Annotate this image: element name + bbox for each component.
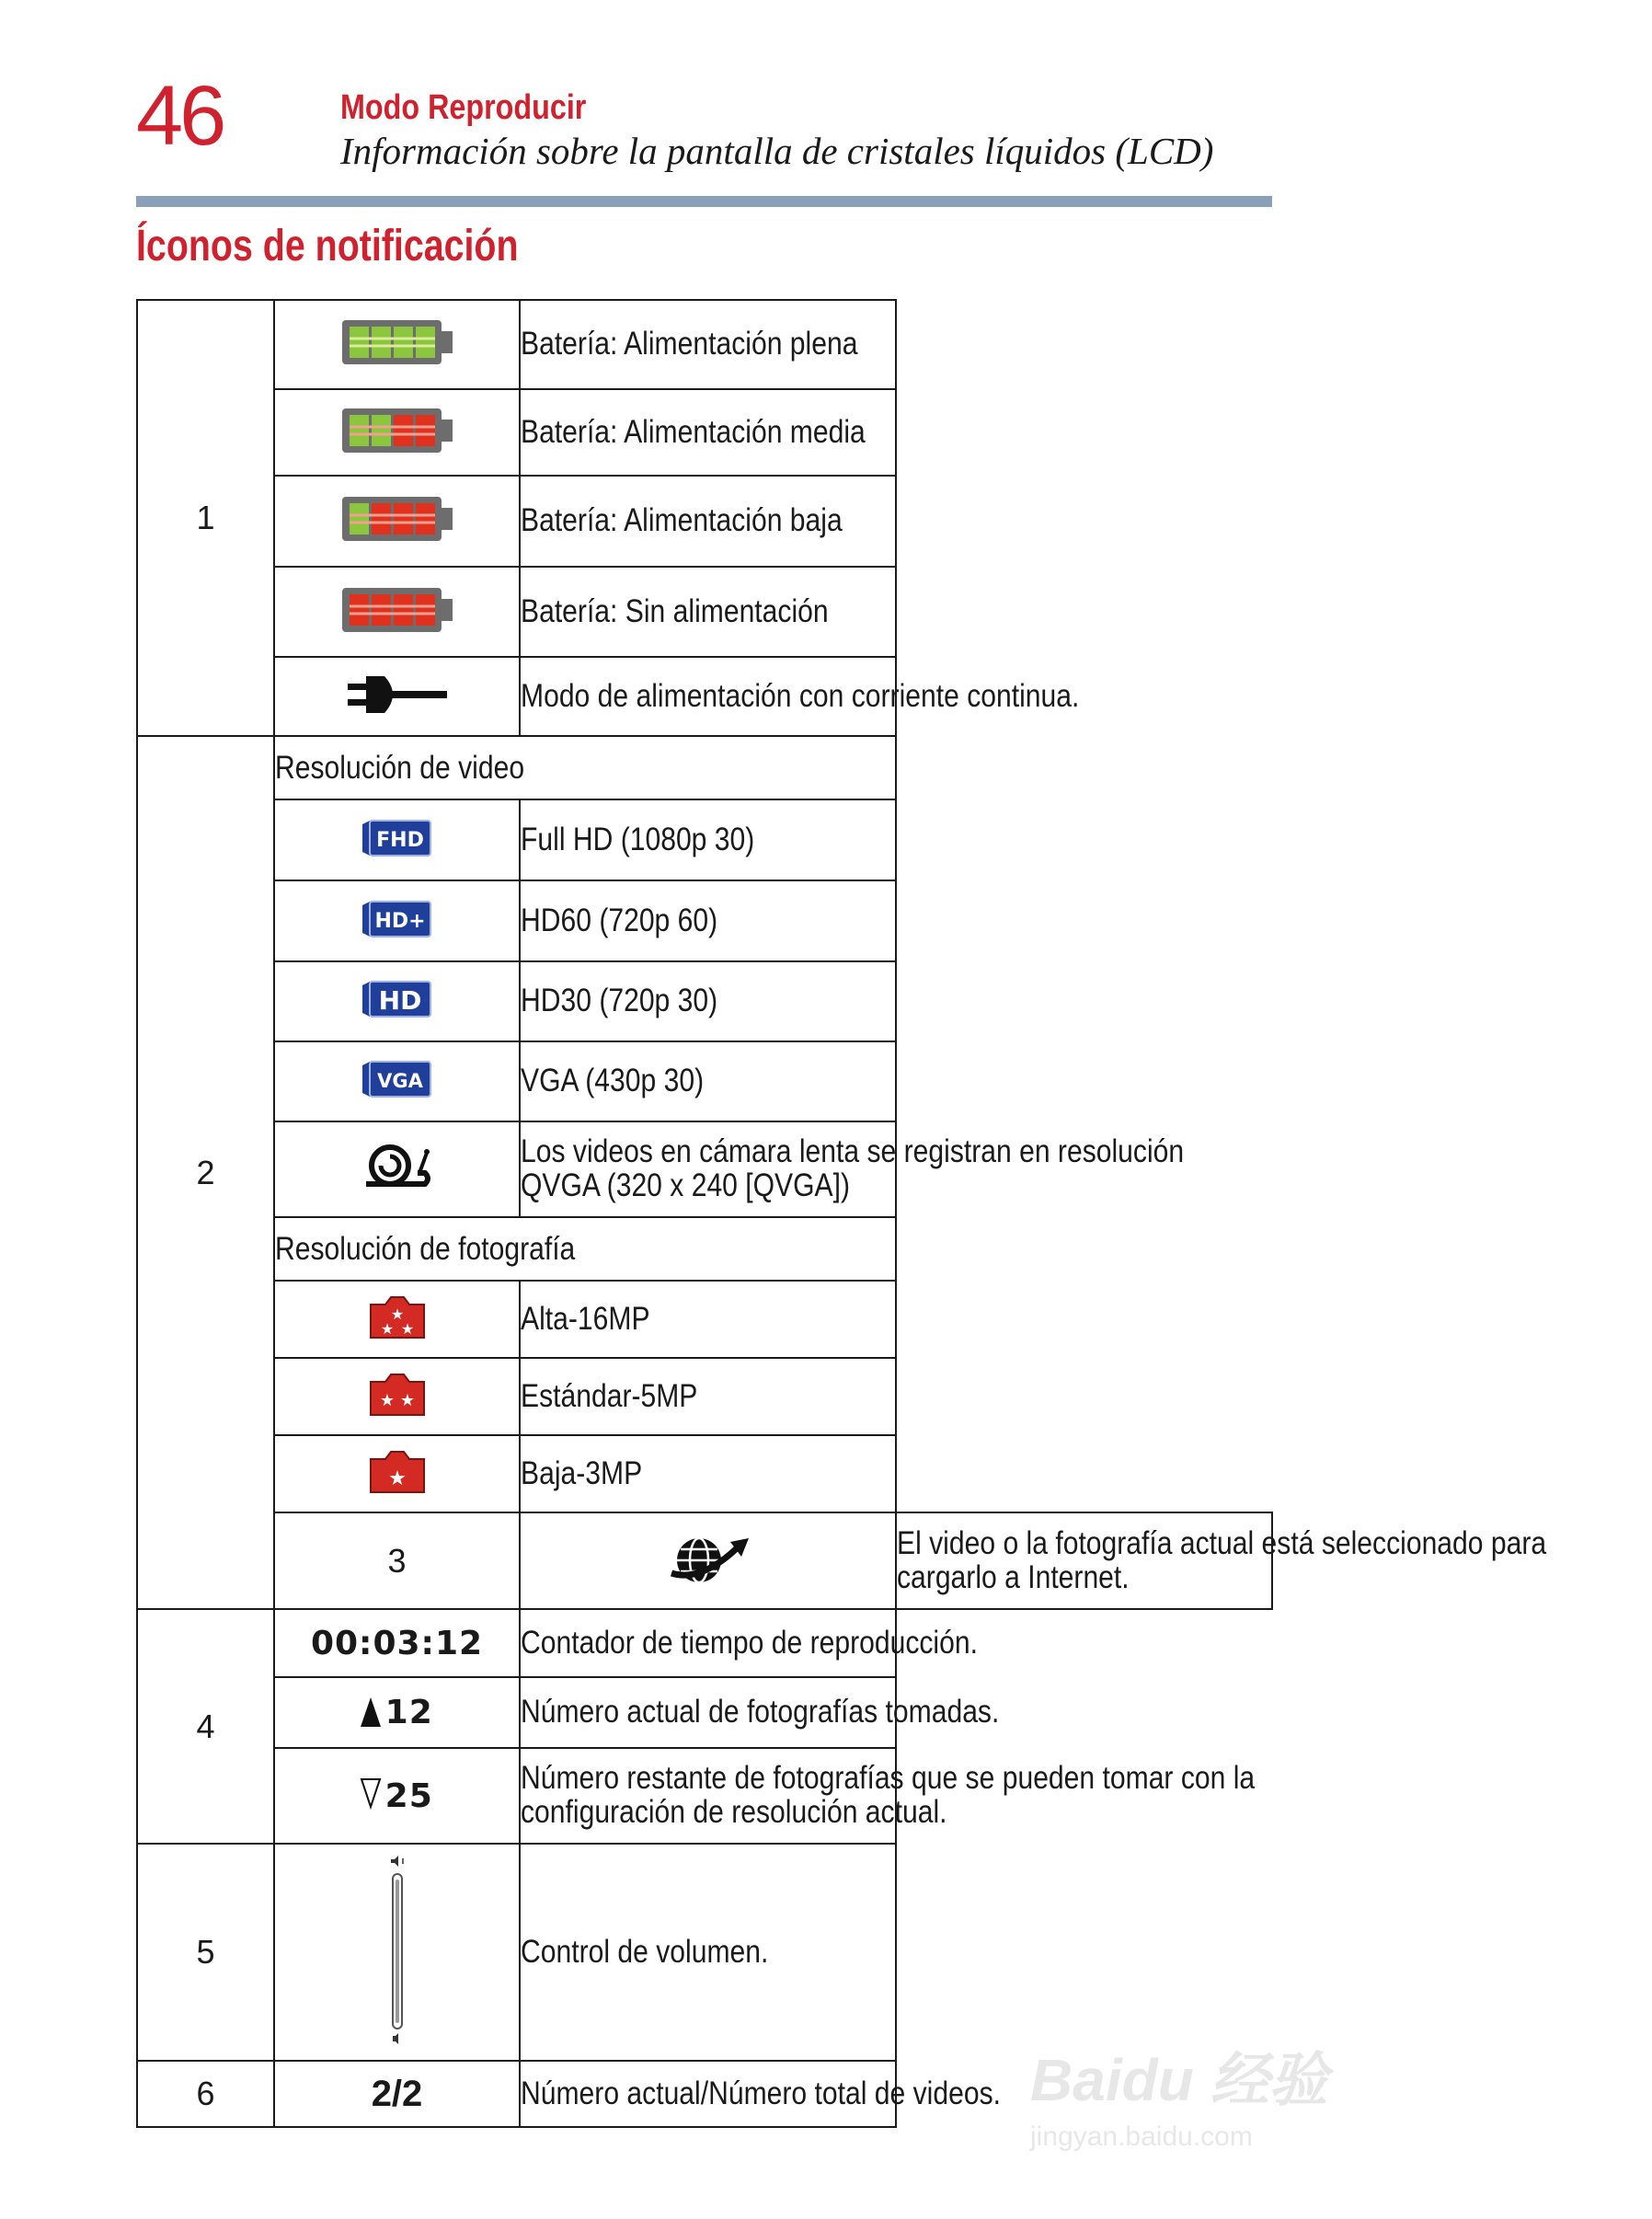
- svg-text:★: ★: [387, 1466, 407, 1490]
- group-number: 4: [137, 1609, 274, 1844]
- three-star-camera-icon: [274, 1281, 520, 1358]
- photo-resolution-heading: Resolución de fotografía: [274, 1217, 896, 1281]
- photos-remaining-icon: [361, 1795, 384, 1811]
- table-row: [137, 1358, 1272, 1435]
- group-number: 2: [137, 736, 274, 1609]
- two-star-camera-icon: [274, 1358, 520, 1435]
- notification-icons-table: [136, 299, 1547, 2128]
- battery-empty-icon: [274, 567, 520, 657]
- group-number: 1: [137, 300, 274, 736]
- watermark-url: jingyan.baidu.com: [1030, 2121, 1253, 2152]
- row-description: Número restante de fotografías que se pueden tomar con la configuración de resolución actual.: [520, 1748, 896, 1844]
- table-row: [137, 1435, 1272, 1512]
- table-row: [137, 476, 1272, 567]
- svg-text:★: ★: [380, 1319, 394, 1338]
- table-row: [137, 880, 1272, 961]
- row-description: Número actual/Número total de videos.: [520, 2061, 896, 2127]
- page-number: 46: [136, 69, 224, 163]
- table-row: [137, 1512, 1272, 1609]
- table-row: [137, 567, 1272, 657]
- table-row: [137, 1677, 1272, 1748]
- watermark-brand: Baidu 经验: [1030, 2047, 1328, 2113]
- table-row: [137, 1844, 1272, 2061]
- row-description: Modo de alimentación con corriente continua.: [520, 657, 896, 736]
- row-description: Batería: Alimentación plena: [520, 300, 896, 389]
- photos-taken-icon: [361, 1711, 384, 1727]
- group-number: 5: [137, 1844, 274, 2061]
- table-row: [137, 1041, 1272, 1121]
- resolution-badge-label: HD: [378, 985, 421, 1016]
- playback-timer-readout: 00:03:12: [274, 1609, 520, 1677]
- table-row: [137, 1217, 1272, 1281]
- vga-icon: [274, 1041, 520, 1121]
- row-description: Batería: Sin alimentación: [520, 567, 896, 657]
- row-description: Full HD (1080p 30): [520, 799, 896, 880]
- resolution-badge-label: VGA: [376, 1070, 423, 1092]
- table-row: [137, 1748, 1272, 1844]
- row-description: Baja-3MP: [520, 1435, 896, 1512]
- row-description: El video o la fotografía actual está seleccionado para cargarlo a Internet.: [896, 1512, 1272, 1609]
- row-description: Contador de tiempo de reproducción.: [520, 1609, 896, 1677]
- row-description: Los videos en cámara lenta se registran en resolución QVGA (320 x 240 [QVGA]): [520, 1121, 896, 1217]
- table-row: [137, 736, 1272, 799]
- group-number: 6: [137, 2061, 274, 2127]
- hd-plus-icon: [274, 880, 520, 961]
- section-title: Íconos de notificación: [136, 222, 519, 270]
- dc-power-plug-icon: [274, 657, 520, 736]
- battery-medium-icon: [274, 389, 520, 476]
- video-count-readout: 2/2: [274, 2061, 520, 2127]
- row-description: Estándar-5MP: [520, 1358, 896, 1435]
- table-row: [137, 1609, 1272, 1677]
- photos-remaining-readout: 25: [274, 1748, 520, 1844]
- video-resolution-heading: Resolución de video: [274, 736, 896, 799]
- hd-icon: [274, 961, 520, 1041]
- page-subtitle: Información sobre la pantalla de cristales líquidos (LCD): [340, 130, 1214, 172]
- row-description: Número actual de fotografías tomadas.: [520, 1677, 896, 1748]
- globe-upload-icon: [520, 1512, 896, 1609]
- photos-taken-readout: 12: [274, 1677, 520, 1748]
- table-row: [137, 1281, 1272, 1358]
- table-row: [137, 961, 1272, 1041]
- one-star-camera-icon: [274, 1435, 520, 1512]
- row-description: HD30 (720p 30): [520, 961, 896, 1041]
- watermark: [1030, 2033, 1328, 2153]
- row-description: Batería: Alimentación media: [520, 389, 896, 476]
- row-description: VGA (430p 30): [520, 1041, 896, 1121]
- table-row: [137, 1121, 1272, 1217]
- header-rule: [136, 196, 1272, 207]
- group-number: 3: [274, 1512, 520, 1609]
- volume-slider-icon: [274, 1844, 520, 2061]
- svg-text:★: ★: [390, 1305, 404, 1323]
- snail-icon: [274, 1121, 520, 1217]
- row-description: HD60 (720p 60): [520, 880, 896, 961]
- table-row: [137, 799, 1272, 880]
- fhd-icon: [274, 799, 520, 880]
- chapter-title: Modo Reproducir: [340, 88, 587, 127]
- table-row: [137, 300, 1272, 389]
- table-row: [137, 657, 1272, 736]
- row-description: Control de volumen.: [520, 1844, 896, 2061]
- battery-full-icon: [274, 300, 520, 389]
- svg-text:★: ★: [399, 1390, 415, 1410]
- svg-text:★: ★: [379, 1390, 395, 1410]
- resolution-badge-label: FHD: [375, 828, 424, 852]
- row-description: Alta-16MP: [520, 1281, 896, 1358]
- table-row: [137, 389, 1272, 476]
- row-description: Batería: Alimentación baja: [520, 476, 896, 567]
- resolution-badge-label: HD+: [373, 909, 426, 933]
- svg-text:★: ★: [400, 1319, 414, 1338]
- battery-low-icon: [274, 476, 520, 567]
